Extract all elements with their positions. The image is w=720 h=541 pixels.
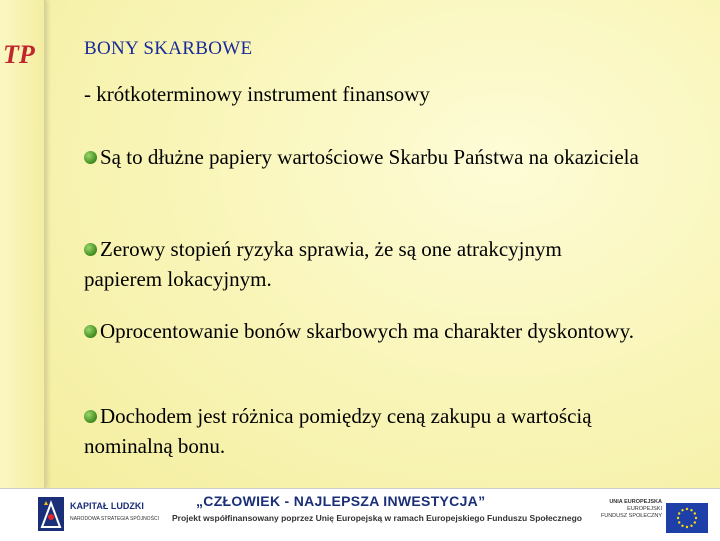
kapital-ludzki-logo-icon [38,497,64,531]
bullet-dot-icon [84,325,97,338]
left-sidebar-bar [0,0,46,488]
bullet-text: Dochodem jest różnica pomiędzy ceną zakupu a wartością nominalną bonu. [84,404,592,458]
bullet-dot-icon [84,151,97,164]
footer-banner [0,488,720,541]
bullet-item [84,234,644,294]
eu-text-block [596,499,662,520]
bullet-dot-icon [84,243,97,256]
eu-line-2: EUROPEJSKI [627,506,662,512]
slide-subtitle: - krótkoterminowy instrument finansowy [84,82,430,106]
bullet-item [84,316,644,346]
tp-logo-icon [2,38,42,68]
eu-line-1: UNIA EUROPEJSKA [609,499,662,505]
kapital-ludzki-subtitle: NARODOWA STRATEGIA SPÓJNOŚCI [70,516,159,522]
eu-flag-icon [666,503,708,533]
bullet-dot-icon [84,410,97,423]
eu-line-3: FUNDUSZ SPOŁECZNY [600,513,662,519]
bullet-text: Oprocentowanie bonów skarbowych ma charakter dyskontowy. [100,319,634,343]
kapital-ludzki-title: KAPITAŁ LUDZKI [70,501,144,511]
bullet-item [84,142,644,172]
footer-slogan: „CZŁOWIEK - NAJLEPSZA INWESTYCJA” [196,493,486,509]
bullet-item [84,401,644,461]
slide-title: BONY SKARBOWE [84,38,253,59]
bullet-text: Zerowy stopień ryzyka sprawia, że są one atrakcyjnym papierem lokacyjnym. [84,237,562,291]
footer-project-note: Projekt współfinansowany poprzez Unię Europejską w ramach Europejskiego Funduszu Społecznego [172,513,582,523]
tp-logo-text: TP [3,40,35,68]
bullet-text: Są to dłużne papiery wartościowe Skarbu Państwa na okaziciela [100,145,639,169]
